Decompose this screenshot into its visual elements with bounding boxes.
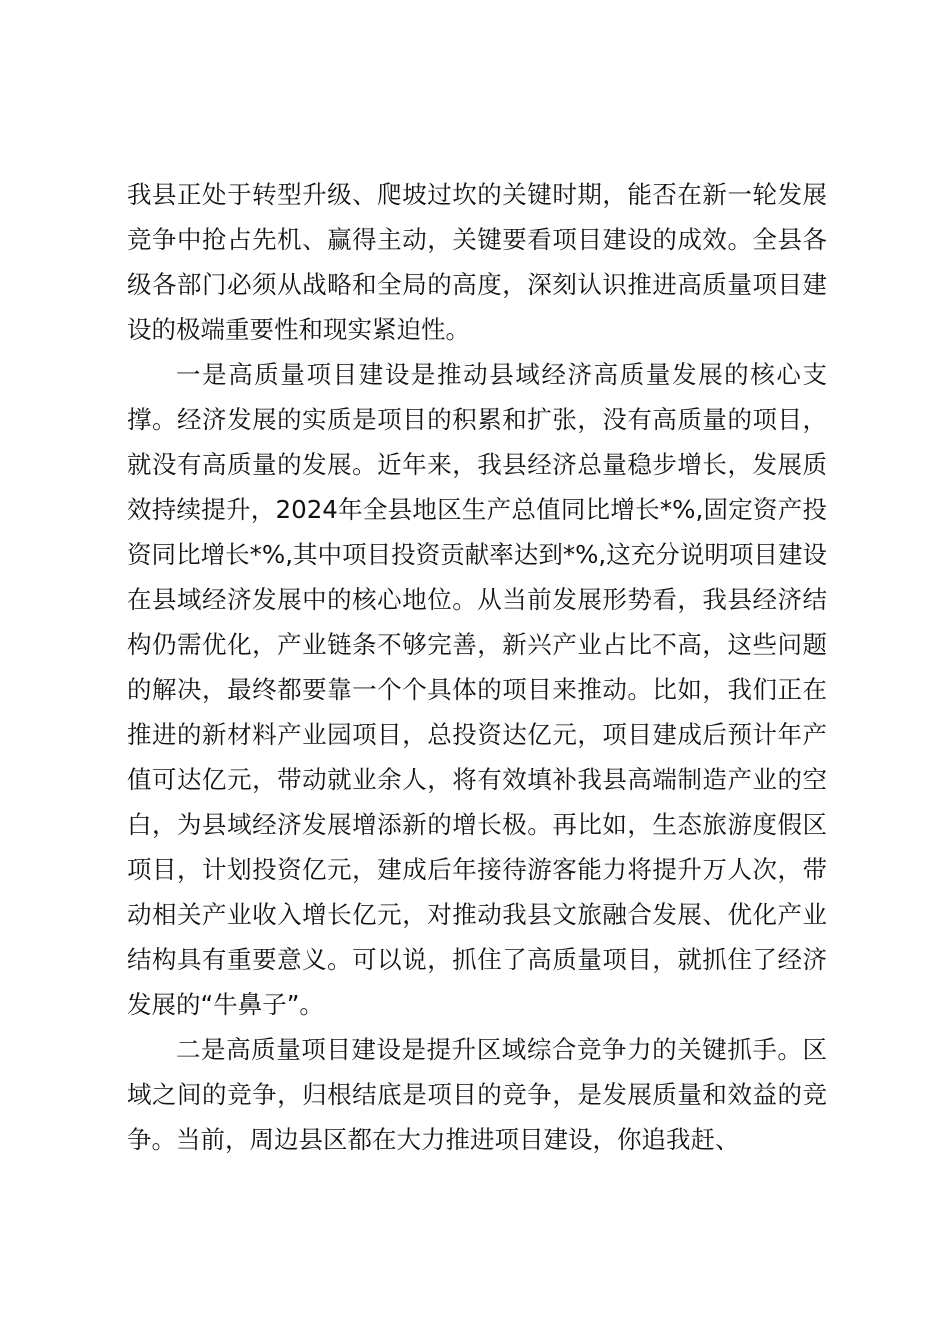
document-body	[127, 172, 827, 1162]
section-two-paragraph: 二是高质量项目建设是提升区域综合竞争力的关键抓手。区域之间的竞争，归根结底是项目的竞争，是发展质量和效益的竞争。当前，周边县区都在大力推进项目建设，你追我赶、	[127, 1035, 827, 1154]
intro-paragraph: 我县正处于转型升级、爬坡过坎的关键时期，能否在新一轮发展竞争中抢占先机、赢得主动，关键要看项目建设的成效。全县各级各部门必须从战略和全局的高度，深刻认识推进高质量项目建设的极端重要性和现实紧迫性。	[127, 180, 827, 344]
section-one-paragraph: 一是高质量项目建设是推动县域经济高质量发展的核心支撑。经济发展的实质是项目的积累和扩张，没有高质量的项目，就没有高质量的发展。近年来，我县经济总量稳步增长，发展质效持续提升，2024年全县地区生产总值同比增长*%,固定资产投资同比增长*%,其中项目投资贡献率达到*%,这充分说明项目建设在县域经济发展中的核心地位。从当前发展形势看，我县经济结构仍需优化，产业链条不够完善，新兴产业占比不高，这些问题的解决，最终都要靠一个个具体的项目来推动。比如，我们正在推进的新材料产业园项目，总投资达亿元，项目建成后预计年产值可达亿元，带动就业余人，将有效填补我县高端制造产业的空白，为县域经济发展增添新的增长极。再比如，生态旅游度假区项目，计划投资亿元，建成后年接待游客能力将提升万人次，带动相关产业收入增长亿元，对推动我县文旅融合发展、优化产业结构具有重要意义。可以说，抓住了高质量项目，就抓住了经济发展的“牛鼻子”。	[127, 360, 827, 1019]
